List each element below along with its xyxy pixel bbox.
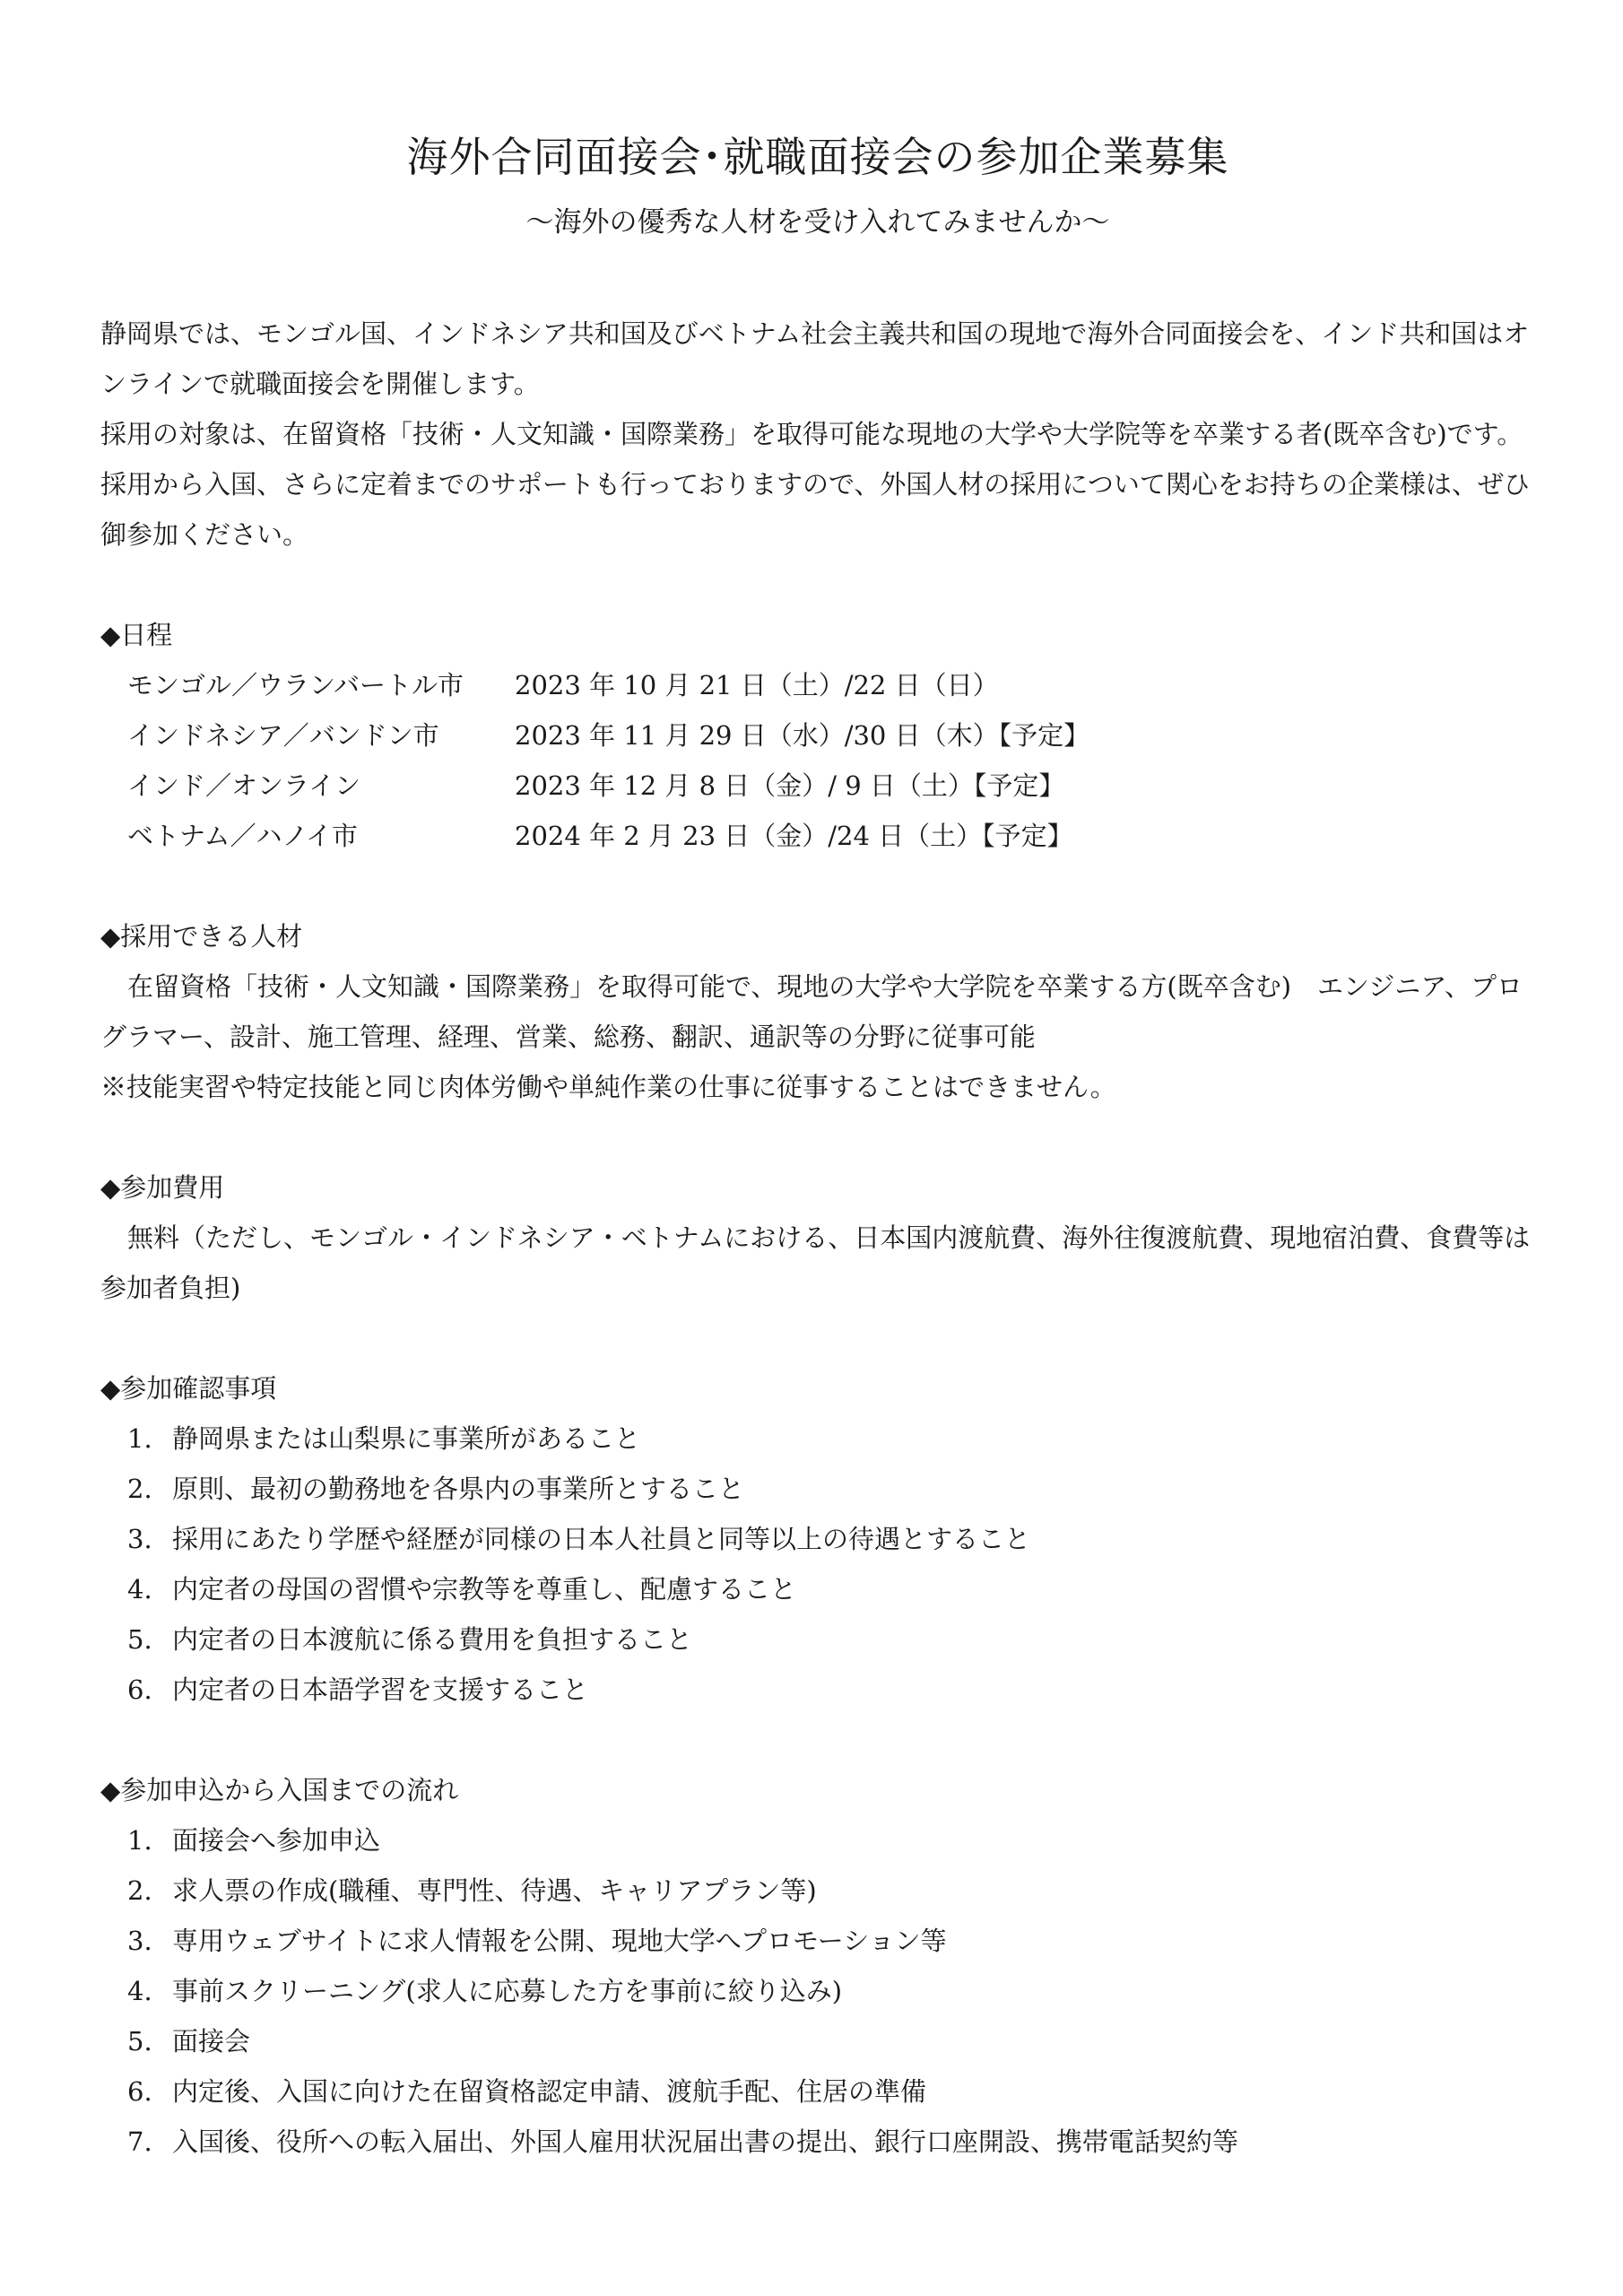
list-item-number: 4.: [127, 1574, 152, 1605]
list-item-text: 事前スクリーニング(求人に応募した方を事前に絞り込み): [172, 1976, 843, 2006]
list-item-number: 1.: [127, 1423, 152, 1454]
schedule-date: 2023 年 11 月 29 日（水）/30 日（木）【予定】: [515, 720, 1090, 751]
list-item-text: 入国後、役所への転入届出、外国人雇用状況届出書の提出、銀行口座開設、携帯電話契約等: [172, 2126, 1239, 2157]
intro-paragraph-2: 採用の対象は、在留資格「技術・人文知識・国際業務」を取得可能な現地の大学や大学院等を卒業する者(既卒含む)です。採用から入国、さらに定着までのサポートも行っておりますので、外国人材の採用について関心をお持ちの企業様は、ぜひ御参加ください。: [100, 419, 1530, 550]
schedule-row: [100, 710, 1535, 761]
schedule-location: ベトナム／ハノイ市: [127, 821, 358, 851]
list-item: [127, 2066, 1535, 2117]
list-item-text: 内定者の日本渡航に係る費用を負担すること: [172, 1624, 693, 1655]
list-item-number: 5.: [127, 1624, 152, 1655]
schedule-date: 2023 年 10 月 21 日（土）/22 日（日）: [515, 670, 999, 700]
intro-paragraph-1: 静岡県では、モンゴル国、インドネシア共和国及びベトナム社会主義共和国の現地で海外合同面接会を、インド共和国はオンラインで就職面接会を開催します。: [100, 318, 1530, 399]
list-item-number: 7.: [127, 2126, 152, 2157]
list-item: [127, 1564, 1535, 1614]
list-item-text: 求人票の作成(職種、専門性、待遇、キャリアプラン等): [172, 1875, 817, 1906]
fee-heading: ◆参加費用: [100, 1172, 225, 1203]
flow-list: [100, 1815, 1535, 2167]
list-item-number: 3.: [127, 1926, 152, 1956]
list-item-text: 内定後、入国に向けた在留資格認定申請、渡航手配、住居の準備: [172, 2076, 927, 2107]
list-item-number: 6.: [127, 2076, 152, 2107]
list-item-number: 3.: [127, 1524, 152, 1554]
list-item-text: 内定者の母国の習慣や宗教等を尊重し、配慮すること: [172, 1574, 797, 1605]
requirements-heading: ◆参加確認事項: [100, 1373, 277, 1404]
fee-section: [100, 1162, 1535, 1313]
talent-heading: ◆採用できる人材: [100, 921, 303, 952]
list-item: [127, 1413, 1535, 1464]
schedule-location: インドネシア／バンドン市: [127, 720, 439, 751]
flow-section: [100, 1765, 1535, 2167]
document-page: [100, 126, 1535, 2167]
list-item-number: 1.: [127, 1825, 152, 1856]
list-item: [127, 2016, 1535, 2066]
list-item-number: 2.: [127, 1875, 152, 1906]
list-item-text: 採用にあたり学歴や経歴が同様の日本人社員と同等以上の待遇とすること: [172, 1524, 1031, 1554]
schedule-date: 2023 年 12 月 8 日（金）/ 9 日（土）【予定】: [515, 770, 1065, 801]
list-item: [127, 1966, 1535, 2016]
list-item-number: 4.: [127, 1976, 152, 2006]
list-item: [127, 1815, 1535, 1866]
flow-heading: ◆参加申込から入国までの流れ: [100, 1775, 459, 1805]
list-item: [127, 1866, 1535, 1916]
page-subtitle: ～海外の優秀な人材を受け入れてみませんか～: [525, 206, 1110, 239]
schedule-heading: ◆日程: [100, 620, 173, 650]
page-title: 海外合同面接会･就職面接会の参加企業募集: [406, 133, 1229, 181]
schedule-section: [100, 610, 1535, 861]
list-item: [127, 1665, 1535, 1715]
list-item: [127, 1514, 1535, 1564]
list-item-text: 内定者の日本語学習を支援すること: [172, 1674, 589, 1705]
talent-section: [100, 911, 1535, 1112]
list-item-text: 専用ウェブサイトに求人情報を公開、現地大学へプロモーション等: [172, 1926, 947, 1956]
list-item-number: 2.: [127, 1474, 152, 1504]
list-item: [127, 1614, 1535, 1665]
list-item-text: 静岡県または山梨県に事業所があること: [172, 1423, 641, 1454]
list-item-text: 原則、最初の勤務地を各県内の事業所とすること: [172, 1474, 745, 1504]
requirements-section: [100, 1363, 1535, 1715]
talent-description: 在留資格「技術・人文知識・国際業務」を取得可能で、現地の大学や大学院を卒業する方(既卒含む) エンジニア、プログラマー、設計、施工管理、経理、営業、総務、翻訳、通訳等の分野に従事可能: [100, 971, 1523, 1052]
schedule-location: モンゴル／ウランバートル市: [127, 670, 464, 700]
list-item-number: 6.: [127, 1674, 152, 1705]
schedule-row: [100, 761, 1535, 811]
fee-description: 無料（ただし、モンゴル・インドネシア・ベトナムにおける、日本国内渡航費、海外往復渡航費、現地宿泊費、食費等は参加者負担): [100, 1222, 1531, 1303]
list-item-text: 面接会へ参加申込: [172, 1825, 381, 1856]
list-item-number: 5.: [127, 2026, 152, 2057]
list-item: [127, 2117, 1535, 2167]
talent-note: ※技能実習や特定技能と同じ肉体労働や単純作業の仕事に従事することはできません。: [100, 1072, 1116, 1102]
list-item-text: 面接会: [172, 2026, 251, 2057]
requirements-list: [100, 1413, 1535, 1715]
list-item: [127, 1464, 1535, 1514]
schedule-row: [100, 811, 1535, 861]
schedule-location: インド／オンライン: [127, 770, 361, 801]
schedule-date: 2024 年 2 月 23 日（金）/24 日（土）【予定】: [515, 821, 1073, 851]
schedule-row: [100, 660, 1535, 710]
intro-section: [100, 309, 1535, 560]
list-item: [127, 1916, 1535, 1966]
